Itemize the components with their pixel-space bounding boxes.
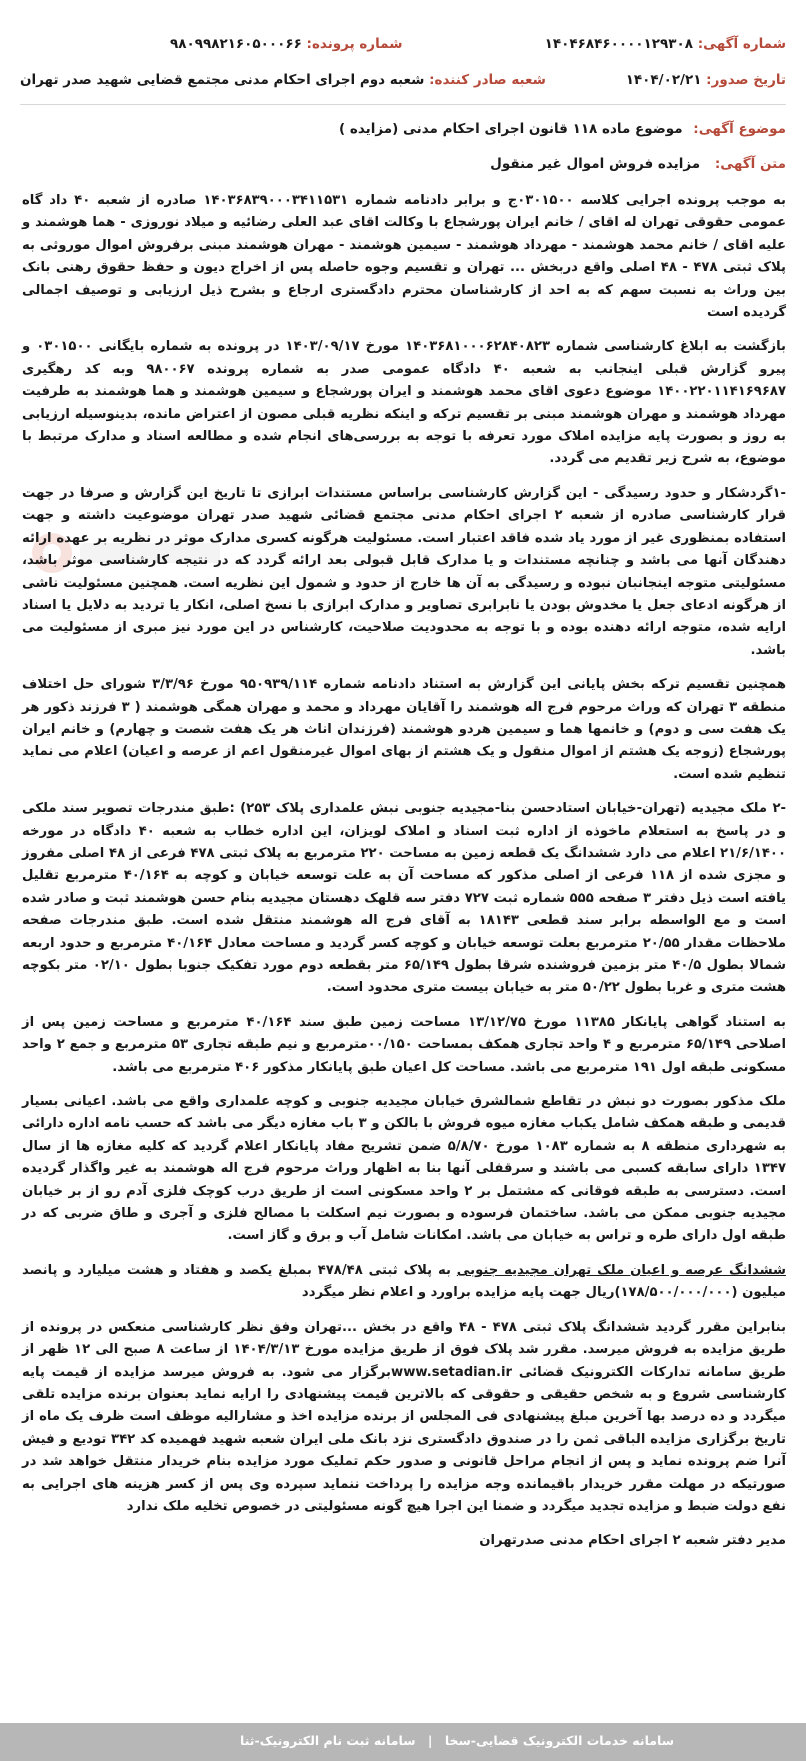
case-number-value: ۹۸۰۹۹۸۲۱۶۰۵۰۰۰۶۶ xyxy=(170,36,302,52)
valuation-underlined: ششدانگ عرصه و اعیان ملک تهران مجیدیه جنوبی xyxy=(456,1262,786,1278)
footer-divider: | xyxy=(427,1733,433,1748)
ad-body xyxy=(22,190,786,1565)
footer-link-sana[interactable]: سامانه ثبت نام الکترونیک-ثنا xyxy=(240,1733,416,1748)
body-paragraph-1: به موجب پرونده اجرایی کلاسه ۰۳۰۱۵۰۰ج و برابر دادنامه شماره ۱۴۰۳۶۸۳۹۰۰۰۳۴۱۱۵۳۱ صادره از شعبه ۴۰ داد گاه عمومی حقوقی تهران له اقای / خانم ایران پورشجاع با وکالت اقای عبد العلی رضائیه و میلاد نوروزی - هما هوشمند و علیه اقای / خانم محمد هوشمند - مهرداد هوشمند - سیمین هوشمند - مهران هوشمند مبنی برفروش اموال موروثی به پلاک ثبتی ۴۷۸ - ۴۸ اصلی واقع دربخش ... تهران و تقسیم وجوه حاصله پس از اخراج دیون و حفظ حقوق رهنی بانک بین وراث به نسبت سهم که به احد از کارشناسان محترم دادگستری ارجاع و بشرح ذیل ارزیابی و توصیف اجمالی گردیده است xyxy=(22,193,787,321)
issuing-branch-label: شعبه صادر کننده: xyxy=(429,72,546,88)
valuation-rest: به پلاک ثبتی ۴۷۸/۴۸ بمبلغ یکصد و هفتاد و هشت میلیارد و پانصد میلیون (۱۷۸/۵۰۰/۰۰۰/۰۰۰)ریال جهت پایه مزایده براورد و اعلام نظر میگردد xyxy=(22,1262,786,1301)
body-paragraph-3: -۱گردشکار و حدود رسیدگی - این گزارش کارشناسی براساس مستندات ابرازی تا تاریخ این گزارش و صرفا در جهت قرار کارشناسی صادره از شعبه ۲ اجرای احکام مدنی مجتمع قضائی شهید صدر تهران موضوعیت داشته و جهت استفاده بمنظوری غیر از مورد یاد شده فاقد اعتبار است. مسئولیت هرگونه کسری مدارک موثر در نظریه بر عهده ارائه دهندگان آنها می باشد و چنانچه مستندات و یا مدارک قابل قبولی بعد ارائه گردد که در نتیجه کارشناسی موثر باشد، مسئولیتی متوجه اینجانبان نبوده و رسیدگی به آن ها خارج از حدود و شمول این نظریه است. همچنین مسئولیت ناشی از هرگونه ادعای جعل یا مخدوش بودن یا نابرابری تصاویر و مدارک ابرازی با نسخ اصلی، انکار یا تردید به دلایل یا اسناد ارایه شده، متوجه ارائه دهنده بوده و با توجه به محدودیت صلاحیت، کارشناس در این مورد نیز مبری از مسئولیت می باشد. xyxy=(22,485,786,658)
subject-value: موضوع ماده ۱۱۸ قانون اجرای احکام مدنی (مزایده ) xyxy=(339,121,683,137)
body-paragraph-2: بازگشت به ابلاغ کارشناسی شماره ۱۴۰۳۶۸۱۰۰۰۶۲۸۴۰۸۲۳ مورخ ۱۴۰۳/۰۹/۱۷ در پرونده به شماره بایگانی ۰۳۰۱۵۰۰ و پیرو گزارش قبلی اینجانب به شعبه ۴۰ دادگاه عمومی صدر به شماره پرونده ۹۸۰۰۶۷ وبه کد رهگیری ۱۴۰۰۲۲۰۱۱۴۱۶۹۶۸۷ موضوع دعوی اقای محمد هوشمند و ایران پورشجاع و سیمین هوشمند و هما هوشمند به طرفیت مهرداد هوشمند و مهران هوشمند مبنی بر تقسیم ترکه و اینکه نظریه قبلی مصون از اعتراض مانده، بدینوسیله ارزیابی به روز و بصورت پایه مزایده املاک مورد تعرفه با توجه به بررسی‌های انجام شده و مطالعه اسناد و مدارک مرتبط با موضوع، به شرح زیر تقدیم می گردد. xyxy=(22,339,786,467)
subject-label: موضوع آگهی: xyxy=(693,121,786,137)
body-paragraph-5: -۲ ملک مجیدیه (تهران-خیابان استادحسن بنا-مجیدیه جنوبی نبش علمداری پلاک ۲۵۳) :طبق مندرجات تصویر سند ملکی و در پاسخ به استعلام ماخوذه از اداره ثبت اسناد و املاک لویزان، این اداره خطاب به شعبه ۴۰ دادگاه در مورخه ۲۱/۶/۱۴۰۰ اعلام می دارد ششدانگ یک قطعه زمین به مساحت ۲۲۰ مترمربع به پلاک ثبتی ۴۷۸ فرعی از ۴۸ اصلی مفروز و مجزی شده از ۱۱۸ فرعی از اصلی مذکور که مساحت آن به علت توسعه خیابان و کوچه به ۴۰/۱۶۴ مترمربع تقلیل یافته است ذیل دفتر ۳ صفحه ۵۵۵ شماره ثبت ۷۲۷ دفتر سه قلهک دهستان مجیدیه بنام حسن هوشمند ثبت و صادر شده است و مع الواسطه برابر سند قطعی ۱۸۱۴۳ به آقای فرج اله هوشمند منتقل شده است. طبق مندرجات صفحه ملاحظات مقدار ۲۰/۵۵ مترمربع بعلت توسعه خیابان و کوچه کسر گردید و مساحت معادل ۴۰/۱۶۴ مترمربع و حدود اربعه شمالا بطول ۴۰/۵ متر بزمین فروشنده شرقا بطول ۶۵/۱۴۹ متر بقطعه دوم مورد تفکیک جنوبا بطول ۰۲/۱۰ متر بکوچه هشت متری و غربا بطول ۵۰/۲۲ متر به خیابان بیست متری محدود است. xyxy=(22,801,787,996)
ad-text-title: مزایده فروش اموال غیر منقول xyxy=(490,156,701,172)
body-paragraph-6: به استناد گواهی پایانکار ۱۱۳۸۵ مورخ ۱۳/۱۲/۷۵ مساحت زمین طبق سند ۴۰/۱۶۴ مترمربع و مساحت زمین پس از اصلاحی ۶۵/۱۴۹ مترمربع و ۴ واحد تجاری همکف بمساحت ۰۰/۱۵۰مترمربع و نیم طبقه تجاری ۵۳ مترمربع و جمع ۲ واحد مسکونی طبقه اول ۱۹۱ مترمربع می باشد. مساحت کل اعیان طبق پایانکار مذکور ۴۰۶ مترمربع می باشد. xyxy=(22,1014,786,1075)
issuing-branch xyxy=(20,72,546,88)
footer-bar xyxy=(0,1723,806,1761)
ad-number-value: ۱۴۰۴۶۸۴۶۰۰۰۰۱۲۹۳۰۸ xyxy=(544,36,693,52)
ad-number-label: شماره آگهی: xyxy=(697,36,786,52)
header-divider xyxy=(20,104,786,105)
ad-text-heading xyxy=(20,156,786,172)
issue-date-value: ۱۴۰۴/۰۲/۲۱ xyxy=(625,72,702,88)
ad-header xyxy=(20,32,786,100)
issue-date-label: تاریخ صدور: xyxy=(706,72,786,88)
issue-date xyxy=(626,72,786,88)
header-row-2 xyxy=(20,72,786,98)
footer-link-sakha[interactable]: سامانه خدمات الکترونیک قضایی-سخا xyxy=(444,1733,674,1748)
ad-subject xyxy=(20,121,786,137)
case-number xyxy=(170,36,402,52)
body-paragraph-4: همچنین تقسیم ترکه بخش پایانی این گزارش به استناد دادنامه شماره ۹۵۰۹۳۹/۱۱۴ مورخ ۳/۳/۹۶ شورای حل اختلاف منطقه ۳ تهران که وراث مرحوم فرج اله هوشمند را آقایان مهرداد و محمد و مهران همگی هوشمند ( ۳ فرزند ذکور هر یک هفت سی و دوم) و خانمها هما و سیمین هردو هوشمند (فرزندان اناث هر یک هفت شصت و چهارم) و خانم ایران پورشجاع (زوجه یک هشتم از اموال منقول و یک هشتم از بهای اموال غیرمنقول اعم از عرصه و اعیان) اعلام می نماید تنظیم شده است. xyxy=(22,677,786,782)
issuing-branch-value: شعبه دوم اجرای احکام مدنی مجتمع قضایی شهید صدر تهران xyxy=(20,72,425,88)
signature: مدیر دفتر شعبه ۲ اجرای احکام مدنی صدرتهران xyxy=(479,1533,786,1549)
ad-number xyxy=(545,36,786,52)
final-paragraph: بنابراین مقرر گردید ششدانگ پلاک ثبتی ۴۷۸ - ۴۸ واقع در بخش ...تهران وفق نظر کارشناسی منعکس در پرونده از طریق مزایده به فروش میرسد. مقرر شد پلاک فوق از طریق مزایده مورخ ۱۴۰۴/۳/۱۳ از ساعت ۸ صبح الی ۱۲ ظهر از طریق سامانه تدارکات الکترونیک قضائی www.setadian.irبرگزار می شود. به فروش میرسد مزایده از قیمت پایه کارشناسی شروع و به شخص حقیقی و حقوقی که بالاترین قیمت پیشنهادی را ارایه نماید بعنوان برنده مزایده تلقی میگردد و ده درصد بها آخرین مبلغ پیشنهادی فی المجلس از برنده مزایده اخذ و مشارالیه موظف است ظرف یک ماه از تاریخ برگزاری مزایده الباقی ثمن را در صندوق دادگستری نزد بانک ملی ایران شعبه شهید فهمیده کد ۳۴۲ تودیع و فیش آنرا ضم پرونده نماید و پس از انجام مراحل قانونی و صدور حکم تملیک مورد مزایده بنام خریدار منتقل خواهد شد در صورتیکه در مهلت مقرر خریدار باقیمانده وجه مزایده را پرداخت ننماید سپرده وی پس از کسر هزینه های اجرایی به نفع دولت ضبط و مزایده تجدید میگردد و ضمنا این اجرا هیچ گونه مسئولیتی در خصوص تخلیه ملک ندارد xyxy=(22,1319,787,1514)
case-number-label: شماره پرونده: xyxy=(306,36,403,52)
body-paragraph-7: ملک مذکور بصورت دو نبش در تقاطع شمالشرق خیابان مجیدیه جنوبی و کوچه علمداری واقع می باشد. اعیانی بسیار قدیمی و طبقه همکف شامل یکباب مغازه میوه فروش با بالکن و ۳ باب مغازه دیگر می باشد که حسب نامه اداره دارائی به شهرداری منطقه ۸ به شماره ۱۰۸۳ مورخ ۵/۸/۷۰ ضمن تشریح مفاد پایانکار اعلام گردید که کلیه مغازه ها از سال ۱۳۴۷ دارای سابقه کسبی می باشند و سرقفلی آنها بنا به اظهار وراث مرحوم فرج اله هوشمند به غیر واگذار گردیده است. دسترسی به طبقه فوقانی که مشتمل بر ۲ واحد مسکونی است از طریق درب کوچک فلزی آدم رو از بر خیابان مجیدیه جنوبی ممکن می باشد. ساختمان فرسوده و بصورت نیم اسکلت با مصالح فلزی و آجری و طاق ضربی که در طبقه اول دارای طره و تراس به خیابان می باشد. امکانات شامل آب و برق و گاز است. xyxy=(22,1094,786,1244)
ad-text-label: متن آگهی: xyxy=(714,156,786,172)
valuation-paragraph xyxy=(22,1260,786,1305)
header-row-1 xyxy=(20,36,786,62)
footer-links xyxy=(240,1733,674,1748)
